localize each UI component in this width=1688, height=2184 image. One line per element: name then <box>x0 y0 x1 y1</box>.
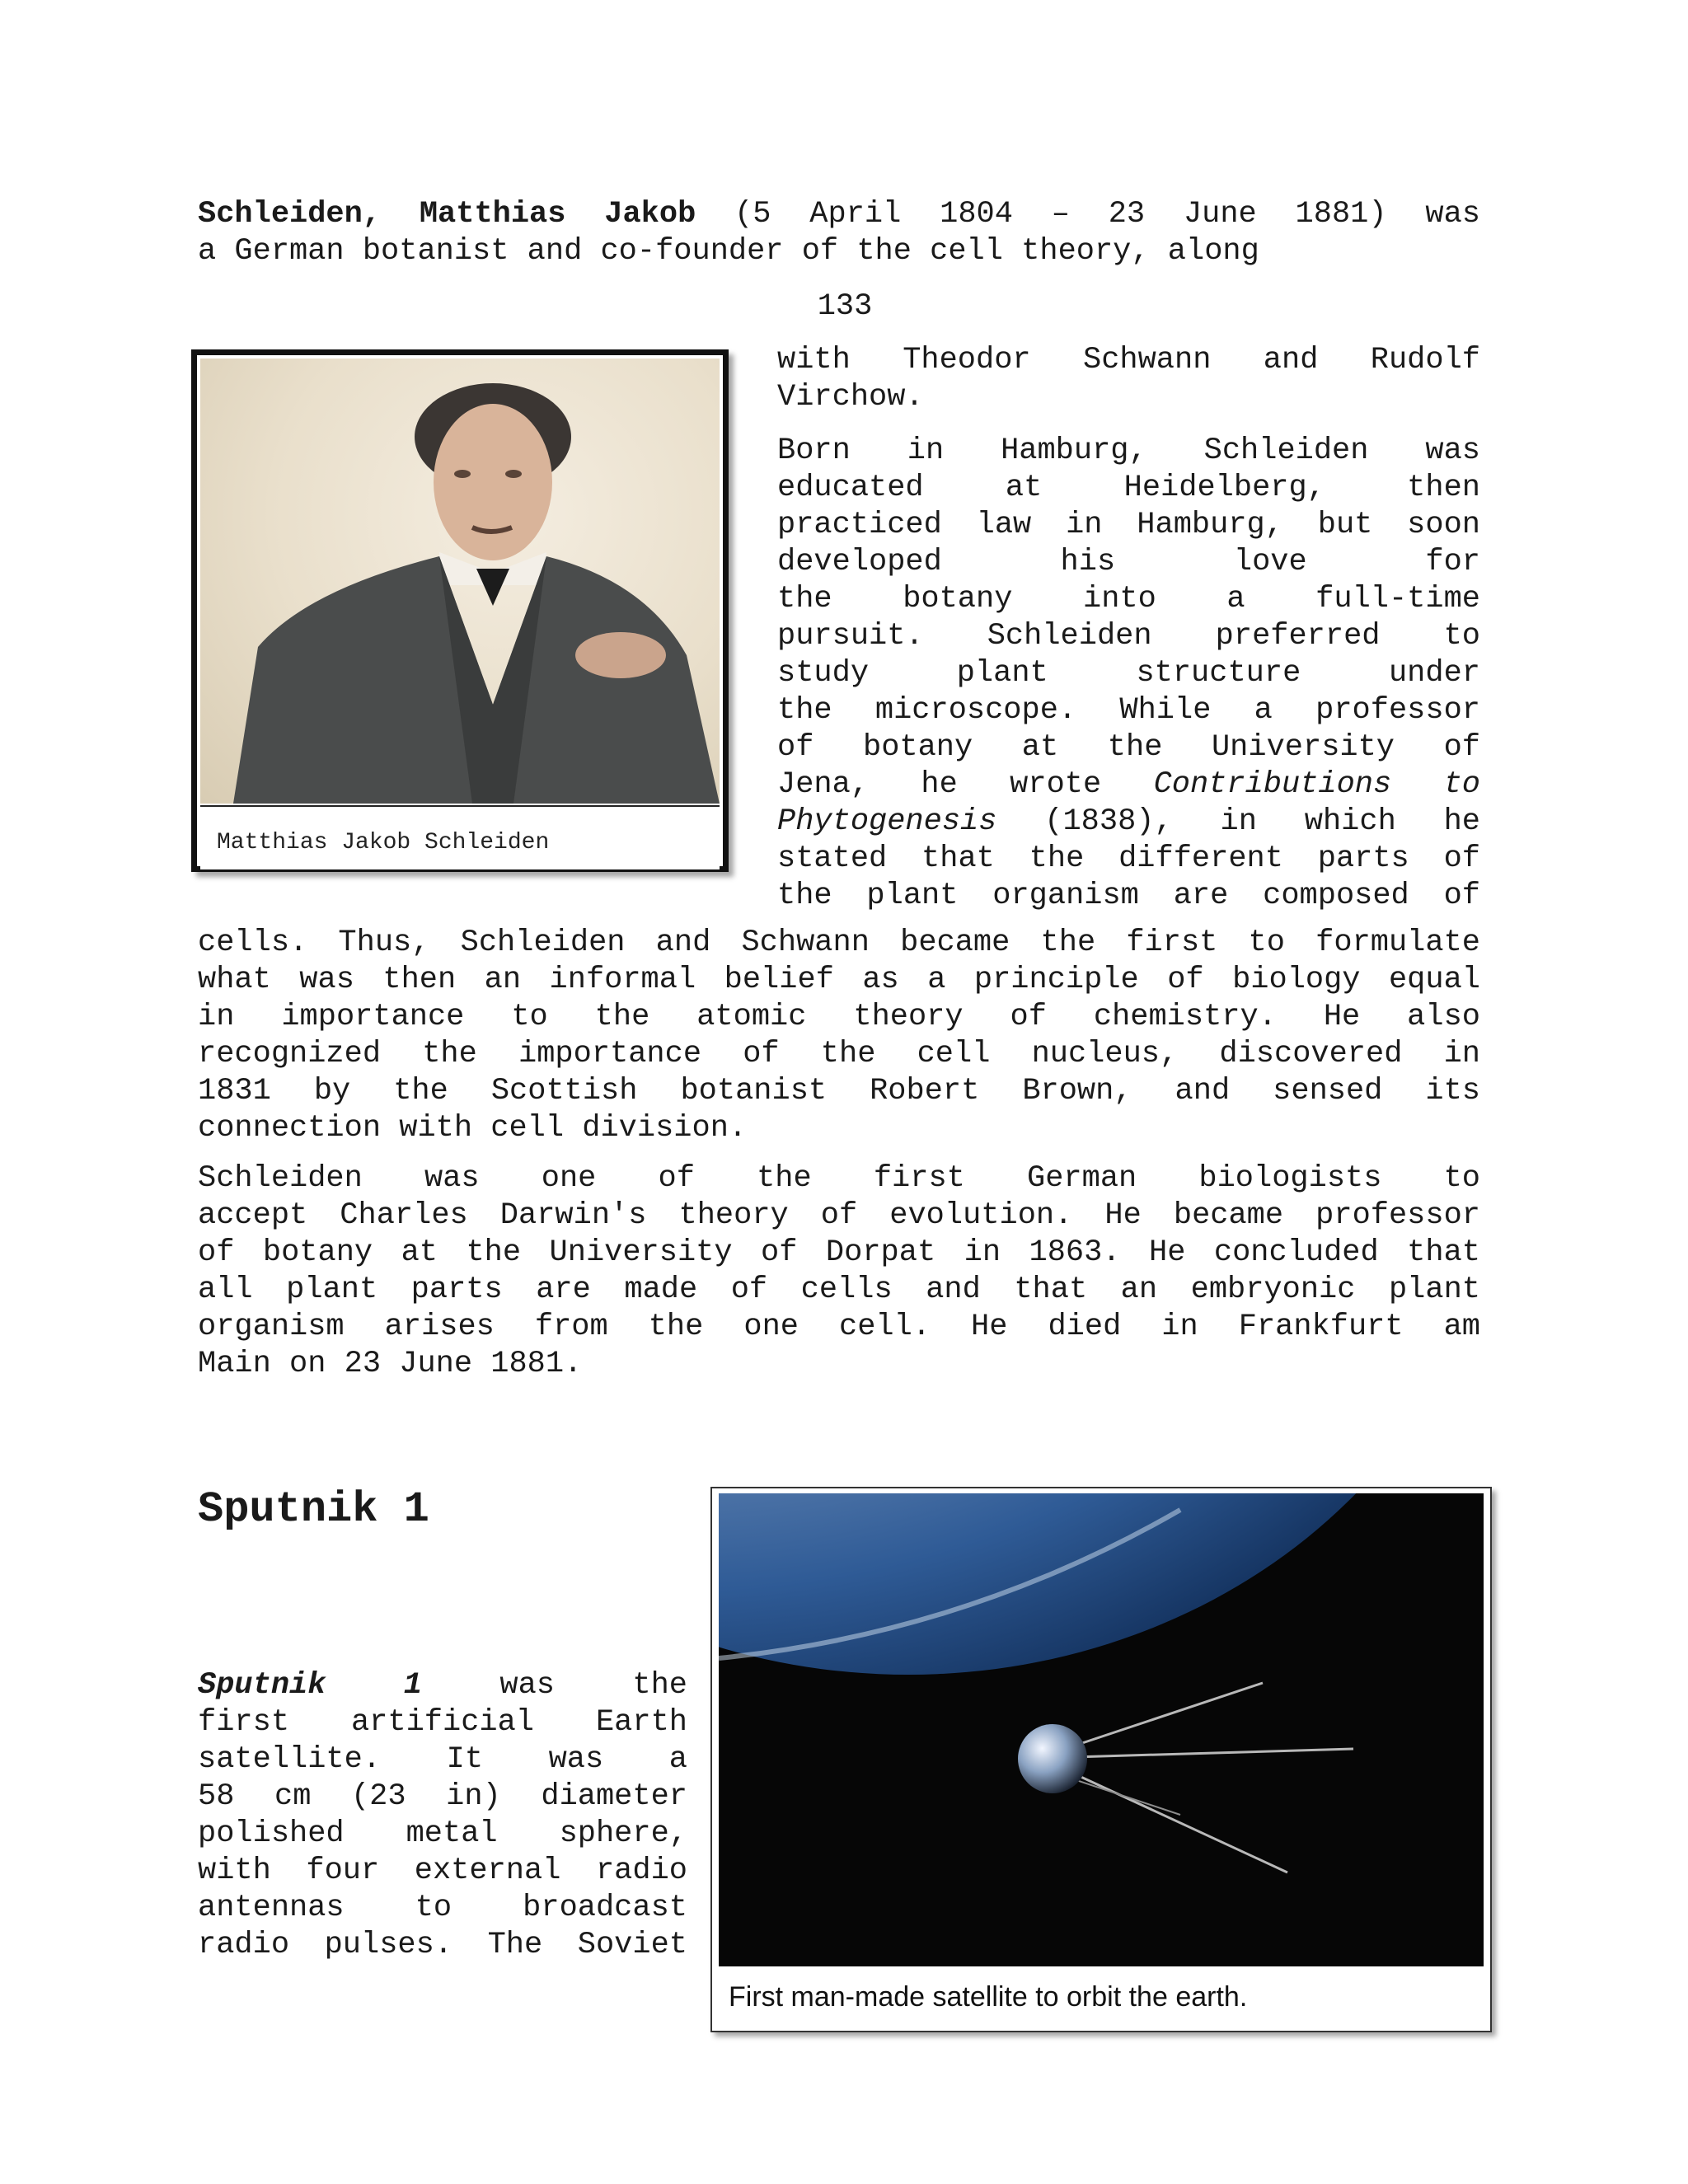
bio-p2-line: the plant organism are composed of <box>777 879 1480 913</box>
bio-full-line: recognized the importance of the cell nucleus, discovered in <box>198 1037 1480 1071</box>
sputnik-line: radio pulses. The Soviet <box>198 1928 687 1962</box>
section-heading-sputnik: Sputnik 1 <box>198 1485 429 1534</box>
sputnik-line: first artificial Earth <box>198 1705 687 1740</box>
portrait-figure <box>191 349 729 872</box>
subject-name: Schleiden, Matthias Jakob <box>198 197 696 232</box>
bio-full-line: in importance to the atomic theory of chemistry. He also <box>198 1000 1480 1034</box>
bio-p2-line: stated that the different parts of <box>777 841 1480 876</box>
bio-full-line: connection with cell division. <box>198 1111 748 1146</box>
bio-p1-line: with Theodor Schwann and Rudolf <box>777 343 1480 377</box>
bio-right-column <box>777 342 1480 915</box>
bio-p2-line: Born in Hamburg, Schleiden was <box>777 434 1480 468</box>
bio-full-line: cells. Thus, Schleiden and Schwann became the first to formulate <box>198 926 1480 960</box>
bio-p3-line: organism arises from the one cell. He died in Frankfurt am <box>198 1310 1480 1344</box>
satellite-figure <box>710 1487 1492 2032</box>
bio-after-title: (1838), in which he <box>996 804 1480 839</box>
bio-full-line: 1831 by the Scottish botanist Robert Brown, and sensed its <box>198 1074 1480 1108</box>
sputnik-name: Sputnik 1 <box>198 1668 423 1703</box>
bio-p2-line-jena <box>777 766 1480 804</box>
book-title-part1: Contributions to <box>1153 767 1480 802</box>
sputnik-line: with four external radio <box>198 1854 687 1888</box>
sputnik-lead-line <box>198 1667 687 1704</box>
bio-p1-line: Virchow. <box>777 380 924 415</box>
sputnik-text <box>198 1667 687 1964</box>
sputnik-line: 58 cm (23 in) diameter <box>198 1779 687 1814</box>
bio-p3-line: of botany at the University of Dorpat in 1863. He concluded that <box>198 1235 1480 1270</box>
bio-p2-line: pursuit. Schleiden preferred to <box>777 619 1480 654</box>
portrait-caption-box <box>200 805 720 869</box>
portrait-caption: Matthias Jakob Schleiden <box>217 830 550 855</box>
sputnik-line: satellite. It was a <box>198 1742 687 1777</box>
bio-p2-line: practiced law in Hamburg, but soon <box>777 508 1480 542</box>
intro-dates: (5 April 1804 – 23 June 1881) was <box>734 197 1480 232</box>
bio-p3-line: Main on 23 June 1881. <box>198 1347 583 1381</box>
book-title-part2: Phytogenesis <box>777 804 997 839</box>
bio-full-line: what was then an informal belief as a principle of biology equal <box>198 963 1480 997</box>
bio-p2-line: educated at Heidelberg, then <box>777 471 1480 505</box>
satellite-photo-icon <box>719 1493 1484 1966</box>
bio-p2-line: study plant structure under <box>777 656 1480 691</box>
sputnik-line: antennas to broadcast <box>198 1891 687 1925</box>
bio-p2-line-phyto <box>777 804 1480 841</box>
satellite-caption: First man-made satellite to orbit the earth. <box>729 1981 1248 2013</box>
bio-full-width <box>198 925 1480 1147</box>
intro-line-1 <box>198 196 1480 233</box>
bio-p3-line: Schleiden was one of the first German biologists to <box>198 1161 1480 1196</box>
sputnik-line: polished metal sphere, <box>198 1816 687 1851</box>
bio-p2-line: of botany at the University of <box>777 730 1480 765</box>
bio-jena-text: Jena, he wrote <box>777 767 1102 802</box>
sputnik-lead-rest: was the <box>422 1668 687 1703</box>
page-number: 133 <box>817 289 873 324</box>
portrait-photo-icon <box>200 359 720 804</box>
bio-p3-line: accept Charles Darwin's theory of evolution. He became professor <box>198 1198 1480 1233</box>
intro-block <box>198 196 1480 270</box>
bio-p3-line: all plant parts are made of cells and that an embryonic plant <box>198 1272 1480 1307</box>
bio-p2-line: developed his love for <box>777 545 1480 579</box>
bio-p2-line: the microscope. While a professor <box>777 693 1480 728</box>
bio-paragraph-3 <box>198 1160 1480 1383</box>
intro-line-2: a German botanist and co-founder of the cell theory, along <box>198 234 1259 269</box>
bio-p2-line: the botany into a full-time <box>777 582 1480 616</box>
